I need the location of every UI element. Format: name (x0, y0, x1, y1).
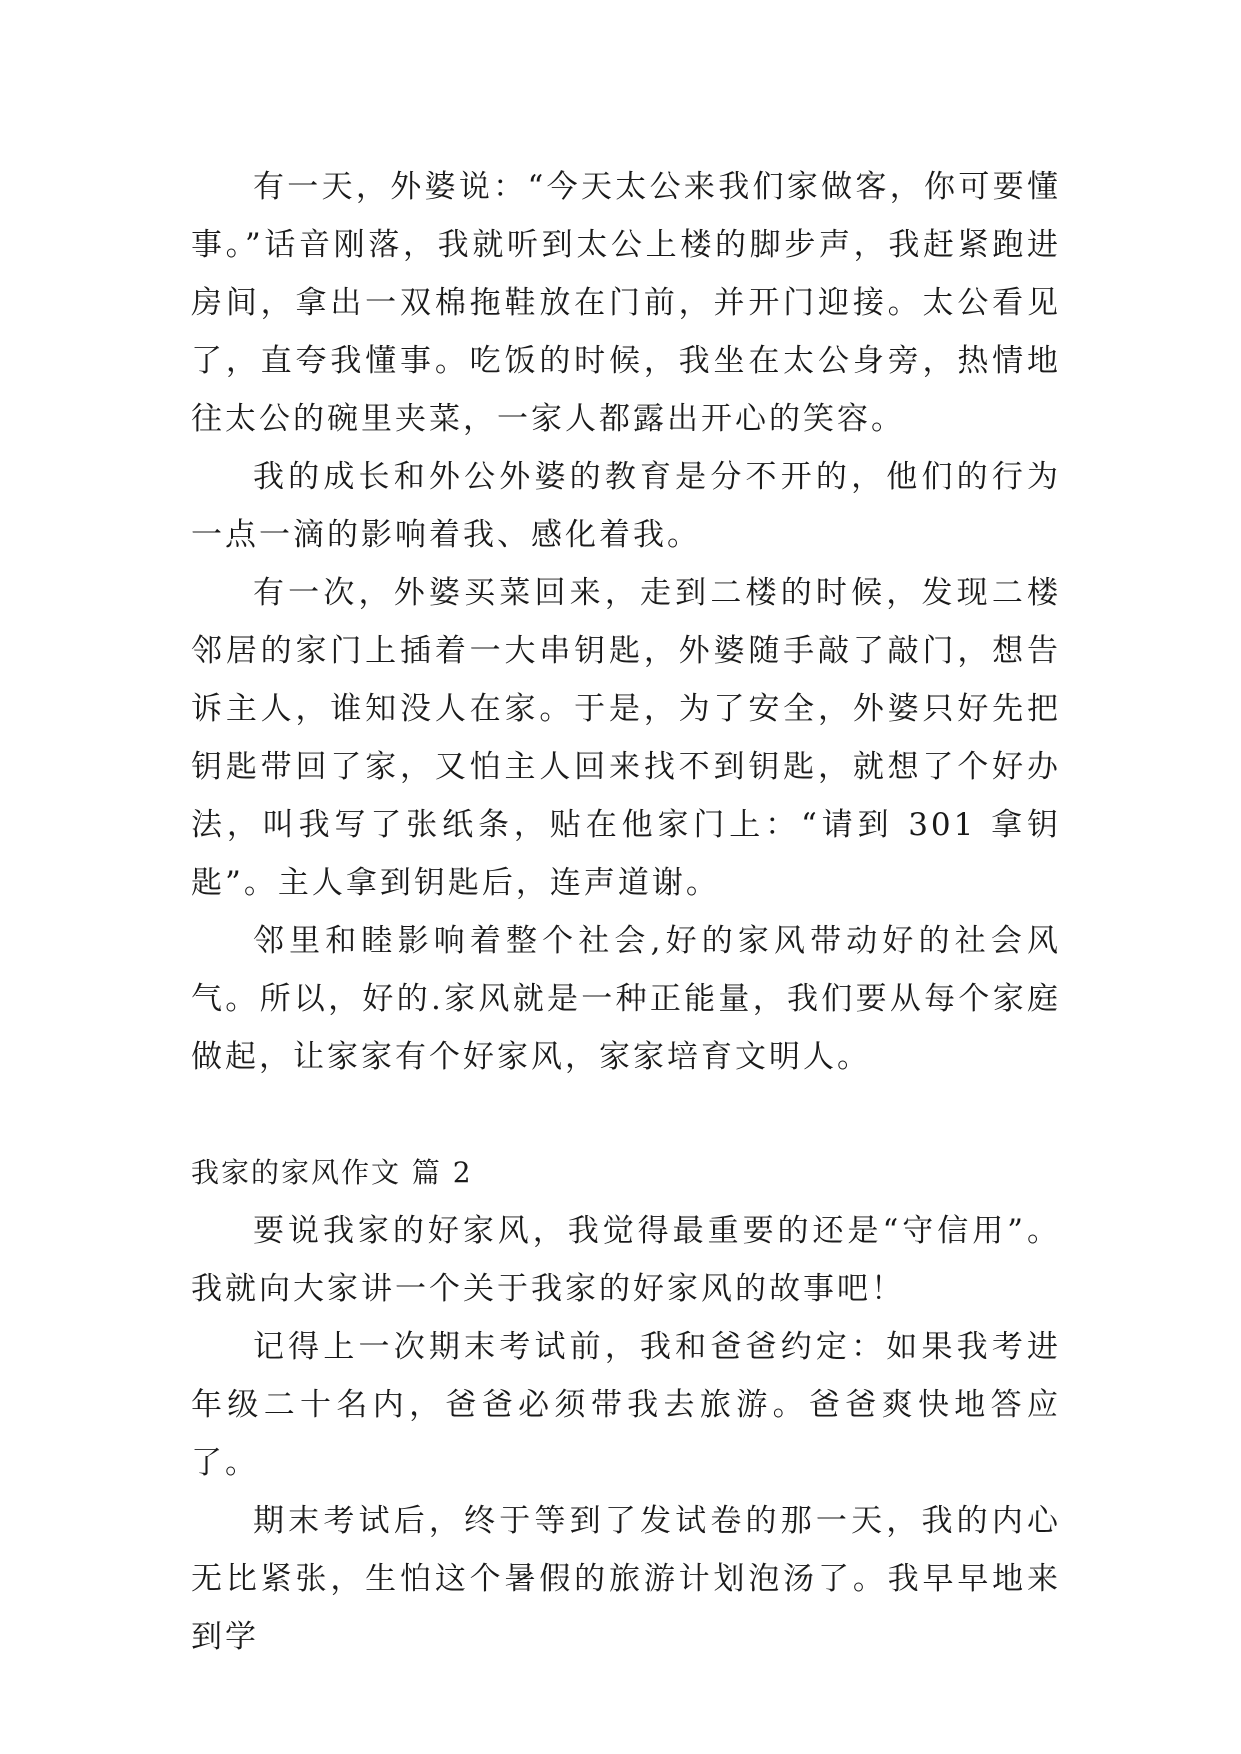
document-body (191, 158, 1061, 1666)
paragraph-visit: 有一天，外婆说：“今天太公来我们家做客，你可要懂事。”话音刚落，我就听到太公上楼的脚步声，我赶紧跑进房间，拿出一双棉拖鞋放在门前，并开门迎接。太公看见了，直夸我懂事。吃饭的时候，我坐在太公身旁，热情地往太公的碗里夹菜，一家人都露出开心的笑容。 (191, 169, 1061, 437)
paragraph-promise: 记得上一次期末考试前，我和爸爸约定：如果我考进年级二十名内，爸爸必须带我去旅游。爸爸爽快地答应了。 (191, 1329, 1061, 1481)
section-title: 我家的家风作文 篇 2 (191, 1156, 473, 1189)
paragraph-keys: 有一次，外婆买菜回来，走到二楼的时候，发现二楼邻居的家门上插着一大串钥匙，外婆随手敲了敲门，想告诉主人，谁知没人在家。于是，为了安全，外婆只好先把钥匙带回了家，又怕主人回来找不到钥匙，就想了个好办法，叫我写了张纸条，贴在他家门上：“请到 301 拿钥匙”。主人拿到钥匙后，连声道谢。 (191, 575, 1061, 901)
paragraph-exam: 期末考试后，终于等到了发试卷的那一天，我的内心无比紧张，生怕这个暑假的旅游计划泡汤了。我早早地来到学 (191, 1503, 1061, 1655)
paragraph-intro: 要说我家的好家风，我觉得最重要的还是“守信用”。我就向大家讲一个关于我家的好家风的故事吧！ (191, 1213, 1061, 1307)
paragraph-conclusion: 邻里和睦影响着整个社会,好的家风带动好的社会风气。所以，好的.家风就是一种正能量，我们要从每个家庭做起，让家家有个好家风，家家培育文明人。 (191, 923, 1061, 1075)
paragraph-upbringing: 我的成长和外公外婆的教育是分不开的，他们的行为一点一滴的影响着我、感化着我。 (191, 459, 1061, 553)
